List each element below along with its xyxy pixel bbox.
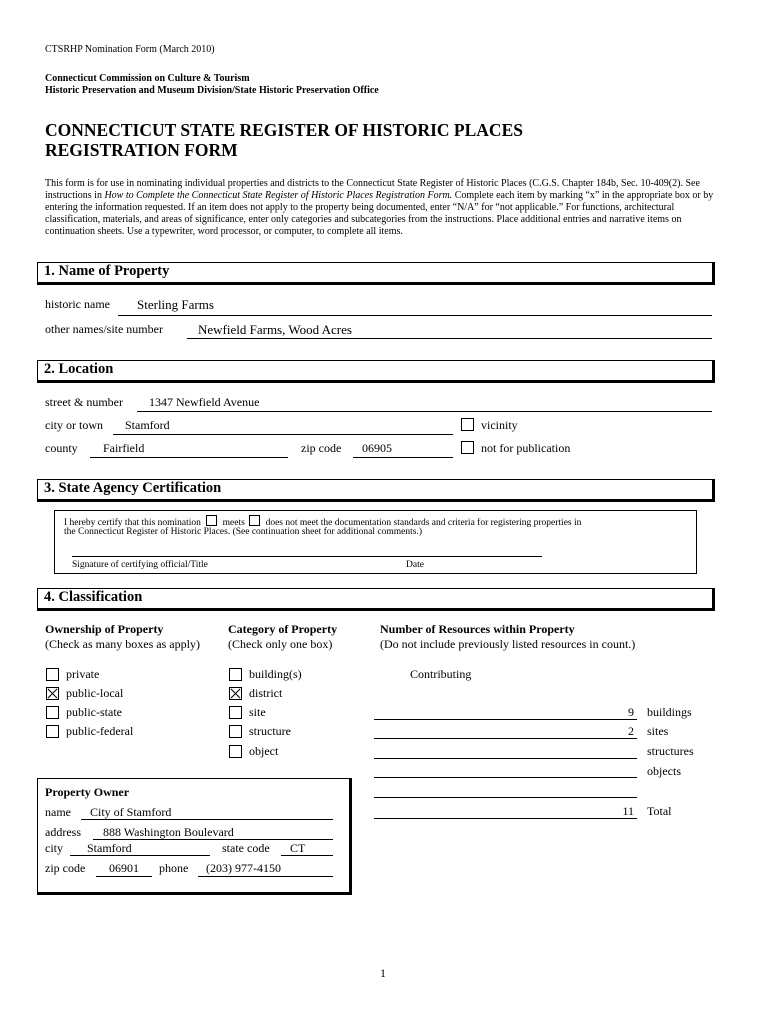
contributing-label: Contributing (410, 667, 472, 681)
private-label: private (66, 667, 100, 681)
public-state-label: public-state (66, 705, 122, 719)
owner-phone-label: phone (159, 861, 189, 875)
ownership-title: Ownership of Property (45, 622, 164, 636)
owner-phone-underline (198, 876, 333, 877)
form-id: CTSRHP Nomination Form (March 2010) (45, 44, 215, 55)
objects-underline[interactable] (374, 777, 637, 778)
section-4-title: 4. Classification (44, 589, 143, 605)
certification-line-2: the Connecticut Register of Historic Places. (See continuation sheet for additional comments.) (64, 527, 423, 537)
district-checkbox[interactable] (229, 687, 242, 700)
structure-label: structure (249, 724, 291, 738)
instructions-title: How to Complete the Connecticut State Register of Historic Places Registration Form. (104, 190, 453, 201)
public-federal-checkbox[interactable] (46, 725, 59, 738)
total-label: Total (647, 804, 672, 818)
buildings-count[interactable]: 9 (628, 705, 634, 719)
street-underline (137, 411, 712, 412)
buildings-label: buildings (647, 705, 692, 719)
section-1-header (37, 262, 715, 285)
owner-zip-underline (96, 876, 152, 877)
owner-phone-field[interactable]: (203) 977-4150 (206, 861, 281, 875)
owner-city-field[interactable]: Stamford (87, 841, 132, 855)
site-checkbox[interactable] (229, 706, 242, 719)
street-field[interactable]: 1347 Newfield Avenue (149, 395, 260, 409)
buildings-underline (374, 719, 637, 720)
intro-line: classification, materials, and areas of significance, enter only categories and subcategories from the instructions. Place additional entries and narrative items on (45, 214, 682, 225)
owner-address-underline (93, 839, 333, 840)
other-names-underline (187, 338, 712, 339)
other-names-label: other names/site number (45, 322, 163, 336)
agency-line-1: Connecticut Commission on Culture & Tourism (45, 73, 250, 84)
resources-title: Number of Resources within Property (380, 622, 575, 636)
historic-name-label: historic name (45, 297, 110, 311)
public-federal-label: public-federal (66, 724, 134, 738)
certification-text: I hereby certify that this nomination (64, 518, 201, 528)
intro-text: instructions in (45, 190, 105, 201)
signature-line[interactable] (72, 556, 542, 557)
section-3-header (37, 479, 715, 502)
section-3-title: 3. State Agency Certification (44, 480, 222, 496)
intro-line (45, 190, 713, 201)
owner-state-field[interactable]: CT (290, 841, 306, 855)
section-1-title: 1. Name of Property (44, 263, 170, 279)
category-subtitle: (Check only one box) (228, 637, 333, 651)
owner-address-label: address (45, 825, 81, 839)
total-count[interactable]: 11 (622, 804, 634, 818)
other-names-field[interactable]: Newfield Farms, Wood Acres (198, 322, 352, 337)
does-not-meet-text: does not meet the documentation standards and criteria for registering properties in (265, 518, 582, 528)
zip-field[interactable]: 06905 (362, 441, 392, 455)
structures-underline[interactable] (374, 758, 637, 759)
owner-address-field[interactable]: 888 Washington Boulevard (103, 825, 234, 839)
city-underline (113, 434, 453, 435)
city-field[interactable]: Stamford (125, 418, 170, 432)
resources-subtitle: (Do not include previously listed resources in count.) (380, 637, 636, 651)
intro-text: Complete each item by marking “x” in the appropriate box or by (452, 190, 714, 201)
private-checkbox[interactable] (46, 668, 59, 681)
section-2-title: 2. Location (44, 361, 114, 377)
sites-underline (374, 738, 637, 739)
owner-name-underline (81, 819, 333, 820)
building-checkbox[interactable] (229, 668, 242, 681)
intro-line: This form is for use in nominating individual properties and districts to the Connecticut State Register of Historic Places (C.G.S. Chapter 184b, Sec. 10-409(2). See (45, 178, 700, 189)
building-label: building(s) (249, 667, 302, 681)
property-owner-title: Property Owner (45, 785, 130, 799)
owner-zip-label: zip code (45, 861, 86, 875)
owner-name-field[interactable]: City of Stamford (90, 805, 172, 819)
form-title-line-1: CONNECTICUT STATE REGISTER OF HISTORIC PLACES (45, 120, 523, 140)
sites-label: sites (647, 724, 669, 738)
owner-name-label: name (45, 805, 71, 819)
page-number: 1 (380, 966, 386, 980)
historic-name-underline (118, 315, 712, 316)
ownership-subtitle: (Check as many boxes as apply) (45, 637, 200, 651)
city-label: city or town (45, 418, 103, 432)
public-state-checkbox[interactable] (46, 706, 59, 719)
does-not-meet-checkbox[interactable] (249, 515, 260, 526)
owner-zip-field[interactable]: 06901 (109, 861, 139, 875)
county-label: county (45, 441, 78, 455)
meets-label: meets (222, 518, 245, 528)
public-local-label: public-local (66, 686, 124, 700)
blank-underline[interactable] (374, 797, 637, 798)
section-4-header (37, 588, 715, 611)
signature-label: Signature of certifying official/Title (72, 560, 208, 570)
site-label: site (249, 705, 266, 719)
agency-line-2: Historic Preservation and Museum Division/State Historic Preservation Office (45, 85, 379, 96)
objects-label: objects (647, 764, 681, 778)
intro-line: entering the information requested. If an item does not apply to the property being documented, enter “N/A” for “not applicable.” For functions, architectural (45, 202, 675, 213)
district-label: district (249, 686, 283, 700)
sites-count[interactable]: 2 (628, 724, 634, 738)
certification-line-1 (64, 514, 581, 528)
vicinity-label: vicinity (481, 418, 518, 432)
category-title: Category of Property (228, 622, 338, 636)
structure-checkbox[interactable] (229, 725, 242, 738)
county-field[interactable]: Fairfield (103, 441, 145, 455)
county-underline (90, 457, 288, 458)
street-label: street & number (45, 395, 123, 409)
zip-label: zip code (301, 441, 342, 455)
form-title-line-2: REGISTRATION FORM (45, 140, 238, 160)
owner-city-underline (70, 855, 210, 856)
total-underline (374, 818, 637, 819)
not-for-publication-checkbox[interactable] (461, 441, 474, 454)
section-2-header (37, 360, 715, 383)
owner-state-label: state code (222, 841, 270, 855)
date-label: Date (406, 560, 424, 570)
intro-line: continuation sheets. Use a typewriter, word processor, or computer, to complete all items. (45, 226, 403, 237)
vicinity-checkbox[interactable] (461, 418, 474, 431)
meets-checkbox[interactable] (206, 515, 217, 526)
not-for-publication-label: not for publication (481, 441, 571, 455)
structures-label: structures (647, 744, 694, 758)
object-label: object (249, 744, 279, 758)
owner-state-underline (281, 855, 333, 856)
public-local-checkbox[interactable] (46, 687, 59, 700)
object-checkbox[interactable] (229, 745, 242, 758)
zip-underline (353, 457, 453, 458)
owner-city-label: city (45, 841, 63, 855)
historic-name-field[interactable]: Sterling Farms (137, 297, 214, 312)
